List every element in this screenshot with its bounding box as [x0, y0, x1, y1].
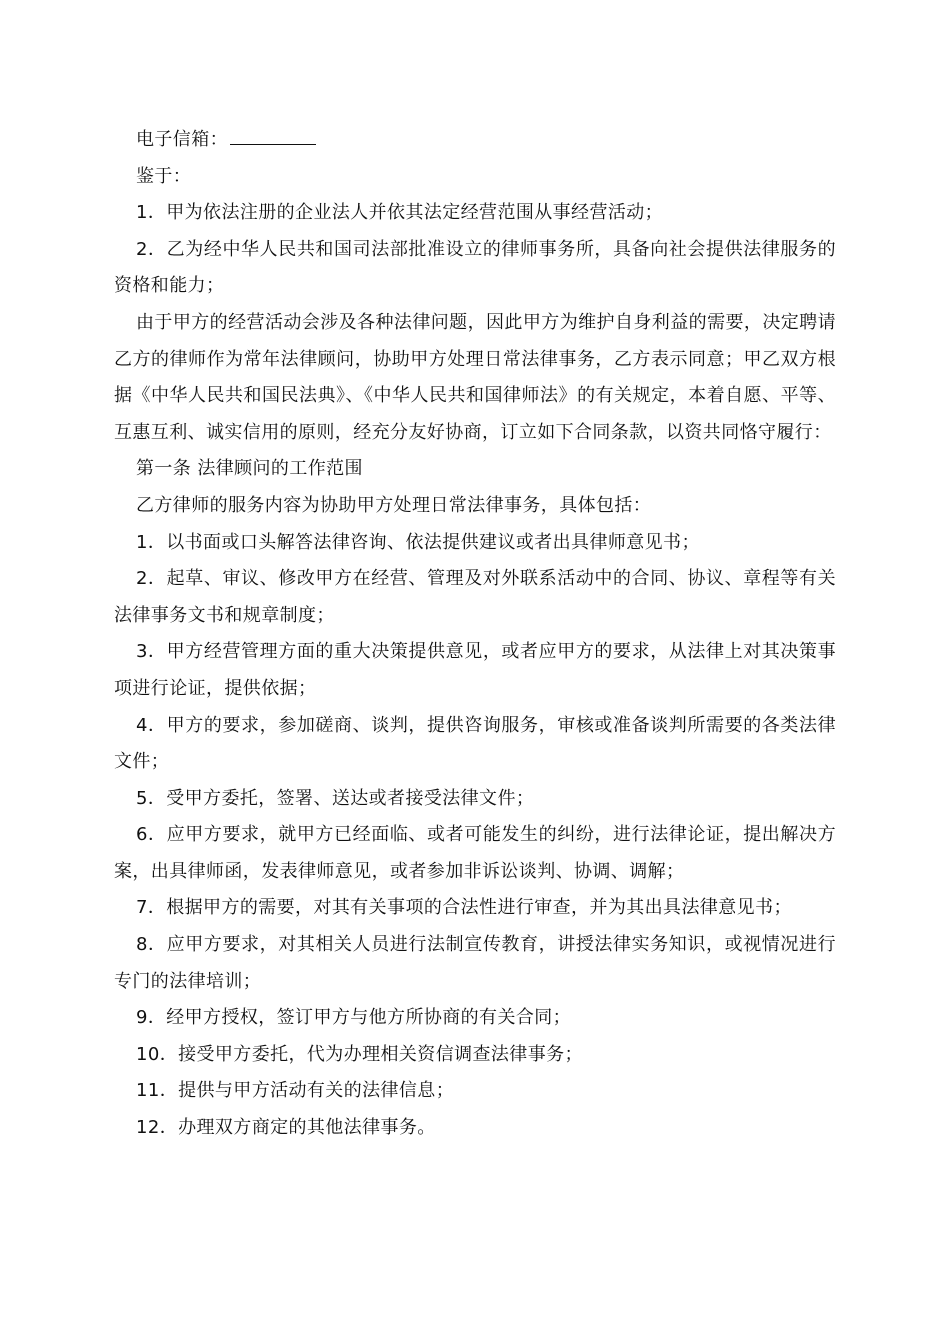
recital-2: 2．乙为经中华人民共和国司法部批准设立的律师事务所，具备向社会提供法律服务的资格和能力； — [114, 238, 836, 297]
list-item: 9．经甲方授权，签订甲方与他方所协商的有关合同； — [136, 1007, 572, 1029]
document-body — [114, 122, 836, 1147]
article-1-title: 第一条 法律顾问的工作范围 — [136, 458, 363, 480]
list-item: 11．提供与甲方活动有关的法律信息； — [136, 1080, 455, 1102]
whereas-heading: 鉴于： — [136, 165, 192, 187]
list-item: 4．甲方的要求，参加磋商、谈判，提供咨询服务，审核或准备谈判所需要的各类法律文件； — [114, 714, 836, 773]
list-item: 7．根据甲方的需要，对其有关事项的合法性进行审查，并为其出具法律意见书； — [136, 897, 792, 919]
preamble-paragraph: 由于甲方的经营活动会涉及各种法律问题，因此甲方为维护自身利益的需要，决定聘请乙方的律师作为常年法律顾问，协助甲方处理日常法律事务，乙方表示同意；甲乙双方根据《中华人民共和国民法典》、《中华人民共和国律师法》的有关规定，本着自愿、平等、互惠互利、诚实信用的原则，经充分友好协商，订立如下合同条款，以资共同恪守履行： — [114, 311, 836, 443]
list-item: 10．接受甲方委托，代为办理相关资信调查法律事务； — [136, 1043, 583, 1065]
article-1-intro: 乙方律师的服务内容为协助甲方处理日常法律事务，具体包括： — [136, 494, 652, 516]
list-item: 12．办理双方商定的其他法律事务。 — [136, 1117, 436, 1139]
email-label: 电子信箱： — [136, 129, 228, 150]
list-item: 3．甲方经营管理方面的重大决策提供意见，或者应甲方的要求，从法律上对其决策事项进行论证，提供依据； — [114, 641, 836, 699]
list-item: 6．应甲方要求，就甲方已经面临、或者可能发生的纠纷，进行法律论证，提出解决方案，出具律师函，发表律师意见，或者参加非诉讼谈判、协调、调解； — [114, 824, 836, 882]
list-item: 5．受甲方委托，签署、送达或者接受法律文件； — [136, 787, 535, 809]
recital-1: 1．甲为依法注册的企业法人并依其法定经营范围从事经营活动； — [136, 202, 664, 224]
list-item: 1．以书面或口头解答法律咨询、依法提供建议或者出具律师意见书； — [136, 531, 700, 553]
email-blank — [230, 126, 316, 145]
list-item: 2．起草、审议、修改甲方在经营、管理及对外联系活动中的合同、协议、章程等有关法律事务文书和规章制度； — [114, 568, 836, 626]
list-item: 8．应甲方要求，对其相关人员进行法制宣传教育，讲授法律实务知识，或视情况进行专门的法律培训； — [114, 934, 836, 992]
email-line — [114, 122, 836, 159]
